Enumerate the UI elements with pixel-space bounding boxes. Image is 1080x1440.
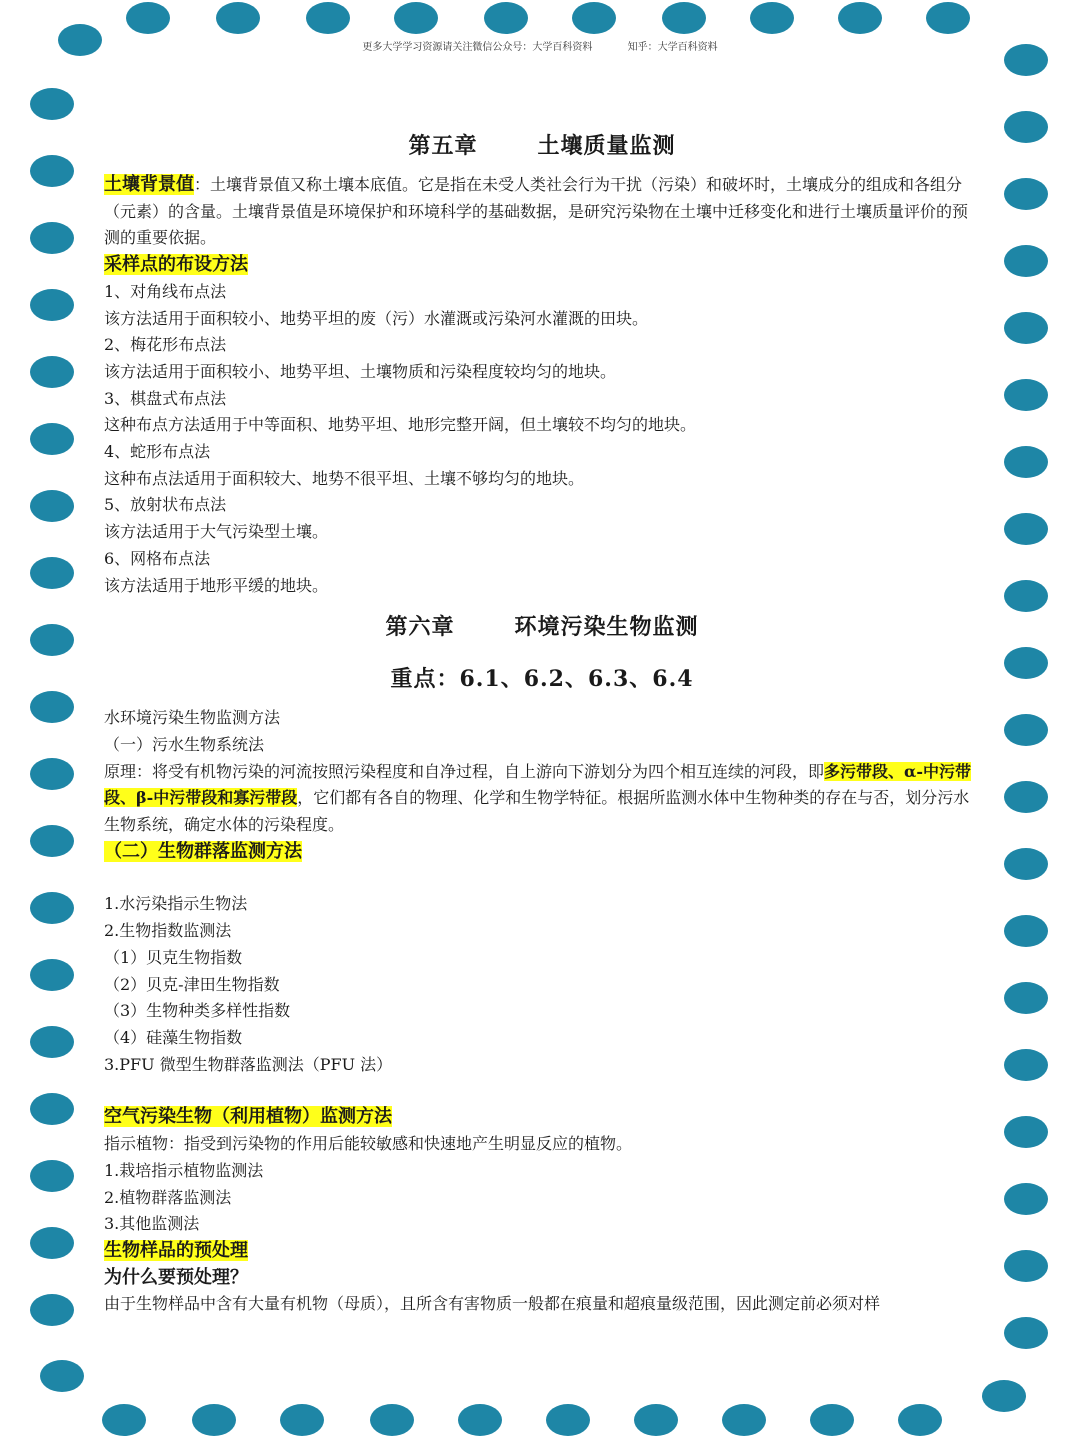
chapter6-title: 第六章 环境污染生物监测 xyxy=(385,614,699,641)
border-dot xyxy=(30,155,74,187)
border-dot xyxy=(30,892,74,924)
border-dot xyxy=(1004,714,1048,746)
border-dot xyxy=(722,1404,766,1436)
indicator-definition: 指示植物：指受到污染物的作用后能较敏感和快速地产生明显反应的植物。 xyxy=(104,1134,633,1154)
sewage-system-heading: （一）污水生物系统法 xyxy=(104,734,265,754)
method-description: 该方法适用于面积较小、地势平坦的废（污）水灌溉或污染河水灌溉的田块。 xyxy=(104,308,649,328)
border-dot xyxy=(1004,1049,1048,1081)
principle-paragraph: 原理：将受有机物污染的河流按照污染程度和自净过程，自上游向下游划分为四个相互连续的河段，即多污带段、α-中污带段、β-中污带段和寡污带段，它们都有各自的物理、化学和生物学特征。根据所监测水体中生物种类的存在与否，划分污水生物系统，确定水体的污染程度。 xyxy=(104,761,971,835)
method-description: 该方法适用于大气污染型土壤。 xyxy=(104,522,329,542)
border-dot xyxy=(810,1404,854,1436)
community-method-item: 1.水污染指示生物法 xyxy=(104,894,248,914)
community-method-item: 3.PFU 微型生物群落监测法（PFU 法） xyxy=(104,1054,393,1074)
community-method-item: （2）贝克-津田生物指数 xyxy=(104,974,280,994)
community-method-item: （1）贝克生物指数 xyxy=(104,947,243,967)
border-dot xyxy=(30,423,74,455)
air-methods-list xyxy=(104,1158,980,1238)
border-dot xyxy=(30,222,74,254)
border-dot xyxy=(30,557,74,589)
border-dot xyxy=(1004,446,1048,478)
header-wechat-note: 更多大学学习资源请关注微信公众号：大学百科资料 xyxy=(362,42,593,53)
border-dot xyxy=(838,2,882,34)
border-dot xyxy=(1004,312,1048,344)
method-description: 该方法适用于地形平缓的地块。 xyxy=(104,575,329,595)
border-dot xyxy=(30,758,74,790)
border-dot xyxy=(1004,848,1048,880)
method-description: 这种布点法适用于面积较大、地势不很平坦、土壤不够均匀的地块。 xyxy=(104,468,585,488)
border-dot xyxy=(30,624,74,656)
border-dot xyxy=(1004,245,1048,277)
border-dot xyxy=(546,1404,590,1436)
soil-background-term: 土壤背景值 xyxy=(104,174,194,195)
border-dot xyxy=(102,1404,146,1436)
document-body xyxy=(104,128,980,1318)
pretreatment-heading: 生物样品的预处理 xyxy=(104,1239,248,1261)
method-name: 3、棋盘式布点法 xyxy=(104,388,227,408)
border-dot xyxy=(40,1360,84,1392)
border-dot xyxy=(458,1404,502,1436)
air-heading: 空气污染生物（利用植物）监测方法 xyxy=(104,1106,392,1128)
community-method-item: 2.生物指数监测法 xyxy=(104,921,232,941)
border-dot xyxy=(1004,915,1048,947)
border-dot xyxy=(572,2,616,34)
border-dot xyxy=(30,1026,74,1058)
border-dot xyxy=(1004,580,1048,612)
border-dot xyxy=(30,825,74,857)
border-dot xyxy=(30,1093,74,1125)
community-methods-list xyxy=(104,891,980,1078)
soil-background-paragraph: 土壤背景值：土壤背景值又称土壤本底值。它是指在未受人类社会行为干扰（污染）和破坏时，土壤成分的组成和各组分（元素）的含量。土壤背景值是环境保护和环境科学的基础数据，是研究污染物在土壤中迁移变化和进行土壤质量评价的预测的重要依据。 xyxy=(104,174,969,248)
border-dot xyxy=(484,2,528,34)
page-header xyxy=(0,38,1080,53)
border-dot xyxy=(216,2,260,34)
border-dot xyxy=(30,691,74,723)
community-heading: （二）生物群落监测方法 xyxy=(104,840,302,862)
sampling-methods-list xyxy=(104,279,980,599)
border-dot xyxy=(1004,1250,1048,1282)
border-dot xyxy=(280,1404,324,1436)
method-description: 该方法适用于面积较小、地势平坦、土壤物质和污染程度较均匀的地块。 xyxy=(104,361,617,381)
border-dot xyxy=(126,2,170,34)
border-dot xyxy=(1004,111,1048,143)
air-method-item: 3.其他监测法 xyxy=(104,1214,200,1234)
border-dot xyxy=(370,1404,414,1436)
border-dot xyxy=(1004,781,1048,813)
border-dot xyxy=(306,2,350,34)
border-dot xyxy=(1004,1317,1048,1349)
border-dot xyxy=(1004,513,1048,545)
community-method-item: （4）硅藻生物指数 xyxy=(104,1027,243,1047)
border-dot xyxy=(926,2,970,34)
chapter5-title: 第五章 土壤质量监测 xyxy=(408,133,676,159)
border-dot xyxy=(982,1380,1026,1412)
header-zhihu-note: 知乎：大学百科资料 xyxy=(627,42,718,53)
border-dot xyxy=(1004,982,1048,1014)
air-method-item: 2.植物群落监测法 xyxy=(104,1187,232,1207)
border-dot xyxy=(30,1294,74,1326)
border-dot xyxy=(192,1404,236,1436)
method-name: 5、放射状布点法 xyxy=(104,495,227,515)
air-method-item: 1.栽培指示植物监测法 xyxy=(104,1160,264,1180)
why-text: 由于生物样品中含有大量有机物（母质），且所含有害物质一般都在痕量和超痕量级范围，因此测定前必须对样 xyxy=(104,1294,881,1314)
border-dot xyxy=(394,2,438,34)
border-dot xyxy=(30,289,74,321)
border-dot xyxy=(30,959,74,991)
method-name: 1、对角线布点法 xyxy=(104,281,227,301)
border-dot xyxy=(1004,1116,1048,1148)
border-dot xyxy=(30,356,74,388)
border-dot xyxy=(30,1160,74,1192)
border-dot xyxy=(1004,647,1048,679)
border-dot xyxy=(634,1404,678,1436)
border-dot xyxy=(1004,379,1048,411)
community-method-item: （3）生物种类多样性指数 xyxy=(104,1001,291,1021)
border-dot xyxy=(30,88,74,120)
border-dot xyxy=(30,490,74,522)
border-dot xyxy=(750,2,794,34)
border-dot xyxy=(898,1404,942,1436)
border-dot xyxy=(662,2,706,34)
sampling-heading: 采样点的布设方法 xyxy=(104,254,248,276)
method-name: 6、网格布点法 xyxy=(104,548,211,568)
method-name: 4、蛇形布点法 xyxy=(104,442,211,462)
border-dot xyxy=(30,1227,74,1259)
why-heading: 为什么要预处理？ xyxy=(104,1266,248,1288)
method-description: 这种布点方法适用于中等面积、地势平坦、地形完整开阔，但土壤较不均匀的地块。 xyxy=(104,415,697,435)
zone-names: 多污带段、α-中污带段、β-中污带段和寡污带段 xyxy=(104,761,971,808)
water-heading: 水环境污染生物监测方法 xyxy=(104,708,281,728)
border-dot xyxy=(1004,1183,1048,1215)
keypoints: 重点：6.1、6.2、6.3、6.4 xyxy=(390,666,694,693)
method-name: 2、梅花形布点法 xyxy=(104,335,227,355)
border-dot xyxy=(1004,178,1048,210)
